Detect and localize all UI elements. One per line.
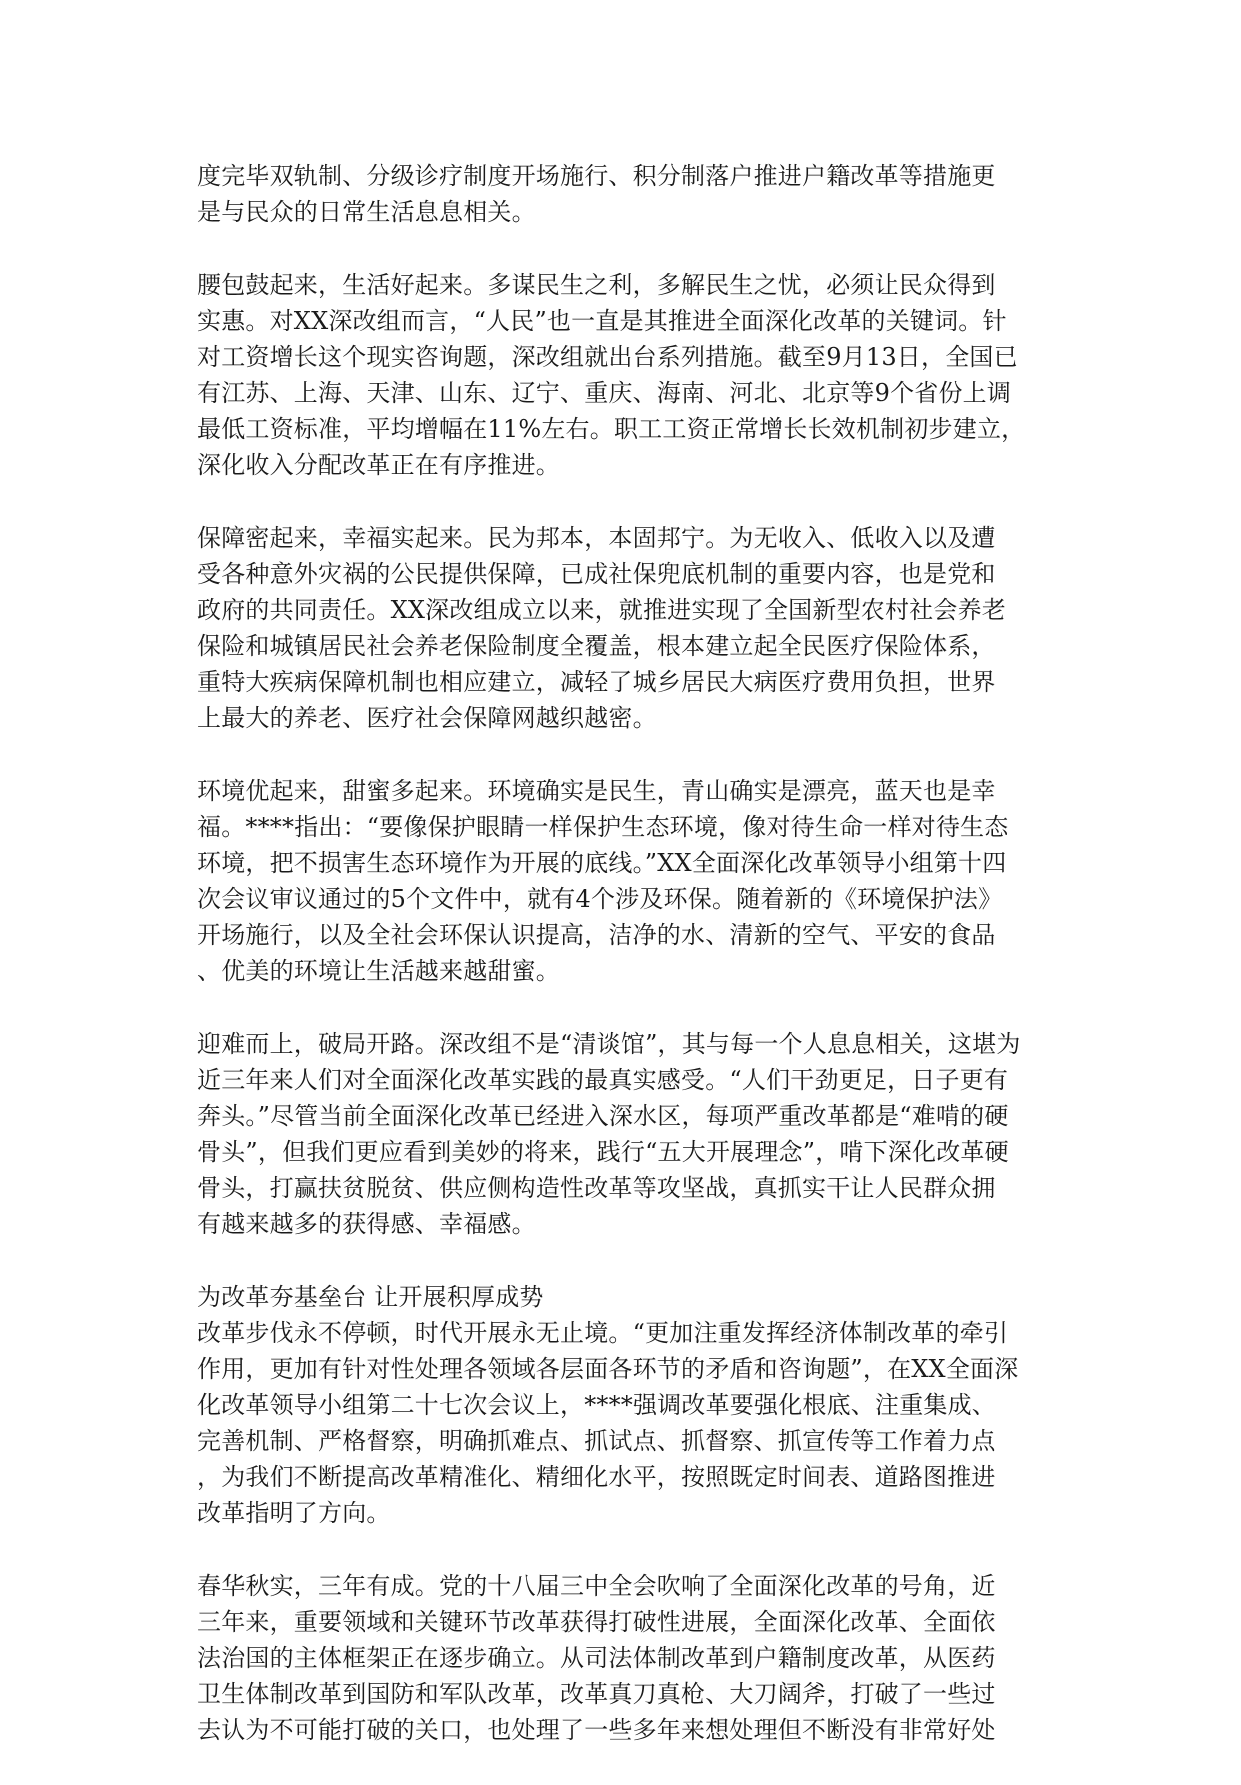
text-line: 环境优起来，甜蜜多起来。环境确实是民生，青山确实是漂亮，蓝天也是幸 xyxy=(197,777,996,805)
text-line: 、优美的环境让生活越来越甜蜜。 xyxy=(197,957,560,985)
text-line: 深化收入分配改革正在有序推进。 xyxy=(197,451,560,479)
text-line: 法治国的主体框架正在逐步确立。从司法体制改革到户籍制度改革，从医药 xyxy=(197,1644,996,1672)
text-line: 改革指明了方向。 xyxy=(197,1499,391,1527)
paragraph-5 xyxy=(197,1026,1057,1242)
text-line: 骨头”，但我们更应看到美妙的将来，践行“五大开展理念”，啃下深化改革硬 xyxy=(197,1138,1009,1166)
text-line: 腰包鼓起来，生活好起来。多谋民生之利，多解民生之忧，必须让民众得到 xyxy=(197,271,996,299)
text-line: 是与民众的日常生活息息相关。 xyxy=(197,198,536,226)
text-line: 保险和城镇居民社会养老保险制度全覆盖，根本建立起全民医疗保险体系， xyxy=(197,632,996,660)
text-line: 政府的共同责任。XX深改组成立以来，就推进实现了全国新型农村社会养老 xyxy=(197,596,1006,624)
text-line: 开场施行，以及全社会环保认识提高，洁净的水、清新的空气、平安的食品 xyxy=(197,921,996,949)
paragraph-2 xyxy=(197,267,1057,483)
text-line: 化改革领导小组第二十七次会议上，****强调改革要强化根底、注重集成、 xyxy=(197,1391,996,1419)
section-heading: 为改革夯基垒台 让开展积厚成势 xyxy=(197,1283,544,1311)
text-line: 骨头，打赢扶贫脱贫、供应侧构造性改革等攻坚战，真抓实干让人民群众拥 xyxy=(197,1174,996,1202)
text-line: 上最大的养老、医疗社会保障网越织越密。 xyxy=(197,704,657,732)
text-line: 改革步伐永不停顿，时代开展永无止境。“更加注重发挥经济体制改革的牵引 xyxy=(197,1319,1009,1347)
paragraph-3 xyxy=(197,520,1057,736)
text-line: 受各种意外灾祸的公民提供保障，已成社保兜底机制的重要内容，也是党和 xyxy=(197,560,996,588)
text-line: 有越来越多的获得感、幸福感。 xyxy=(197,1210,536,1238)
text-line: 次会议审议通过的5个文件中，就有4个涉及环保。随着新的《环境保护法》 xyxy=(197,885,1003,913)
text-line: 度完毕双轨制、分级诊疗制度开场施行、积分制落户推进户籍改革等措施更 xyxy=(197,162,996,190)
text-line: 迎难而上，破局开路。深改组不是“清谈馆”，其与每一个人息息相关，这堪为 xyxy=(197,1030,1021,1058)
text-line: 环境，把不损害生态环境作为开展的底线。”XX全面深化改革领导小组第十四 xyxy=(197,849,1007,877)
text-line: 福。****指出：“要像保护眼睛一样保护生态环境，像对待生命一样对待生态 xyxy=(197,813,1009,841)
text-line: 近三年来人们对全面深化改革实践的最真实感受。“人们干劲更足，日子更有 xyxy=(197,1066,1009,1094)
text-line: 有江苏、上海、天津、山东、辽宁、重庆、海南、河北、北京等9个省份上调 xyxy=(197,379,1012,407)
paragraph-1 xyxy=(197,158,1057,230)
text-line: 实惠。对XX深改组而言，“人民”也一直是其推进全面深化改革的关键词。针 xyxy=(197,307,1007,335)
text-line: 对工资增长这个现实咨询题，深改组就出台系列措施。截至9月13日，全国已 xyxy=(197,343,1018,371)
paragraph-final xyxy=(197,1568,1057,1748)
text-line: 作用，更加有针对性处理各领域各层面各环节的矛盾和咨询题”，在XX全面深 xyxy=(197,1355,1019,1383)
text-line: 重特大疾病保障机制也相应建立，减轻了城乡居民大病医疗费用负担，世界 xyxy=(197,668,996,696)
text-line: 去认为不可能打破的关口，也处理了一些多年来想处理但不断没有非常好处 xyxy=(197,1716,996,1744)
text-line: 奔头。”尽管当前全面深化改革已经进入深水区，每项严重改革都是“难啃的硬 xyxy=(197,1102,1009,1130)
text-line: 三年来，重要领域和关键环节改革获得打破性进展，全面深化改革、全面依 xyxy=(197,1608,996,1636)
document-body xyxy=(197,158,1057,1785)
text-line: 最低工资标准，平均增幅在11%左右。职工工资正常增长长效机制初步建立， xyxy=(197,415,1026,443)
paragraph-4 xyxy=(197,773,1057,989)
text-line: 保障密起来，幸福实起来。民为邦本，本固邦宁。为无收入、低收入以及遭 xyxy=(197,524,996,552)
text-line: 卫生体制改革到国防和军队改革，改革真刀真枪、大刀阔斧，打破了一些过 xyxy=(197,1680,996,1708)
section-block xyxy=(197,1279,1057,1531)
text-line: 春华秋实，三年有成。党的十八届三中全会吹响了全面深化改革的号角，近 xyxy=(197,1572,996,1600)
text-line: ，为我们不断提高改革精准化、精细化水平，按照既定时间表、道路图推进 xyxy=(197,1463,996,1491)
text-line: 完善机制、严格督察，明确抓难点、抓试点、抓督察、抓宣传等工作着力点 xyxy=(197,1427,996,1455)
